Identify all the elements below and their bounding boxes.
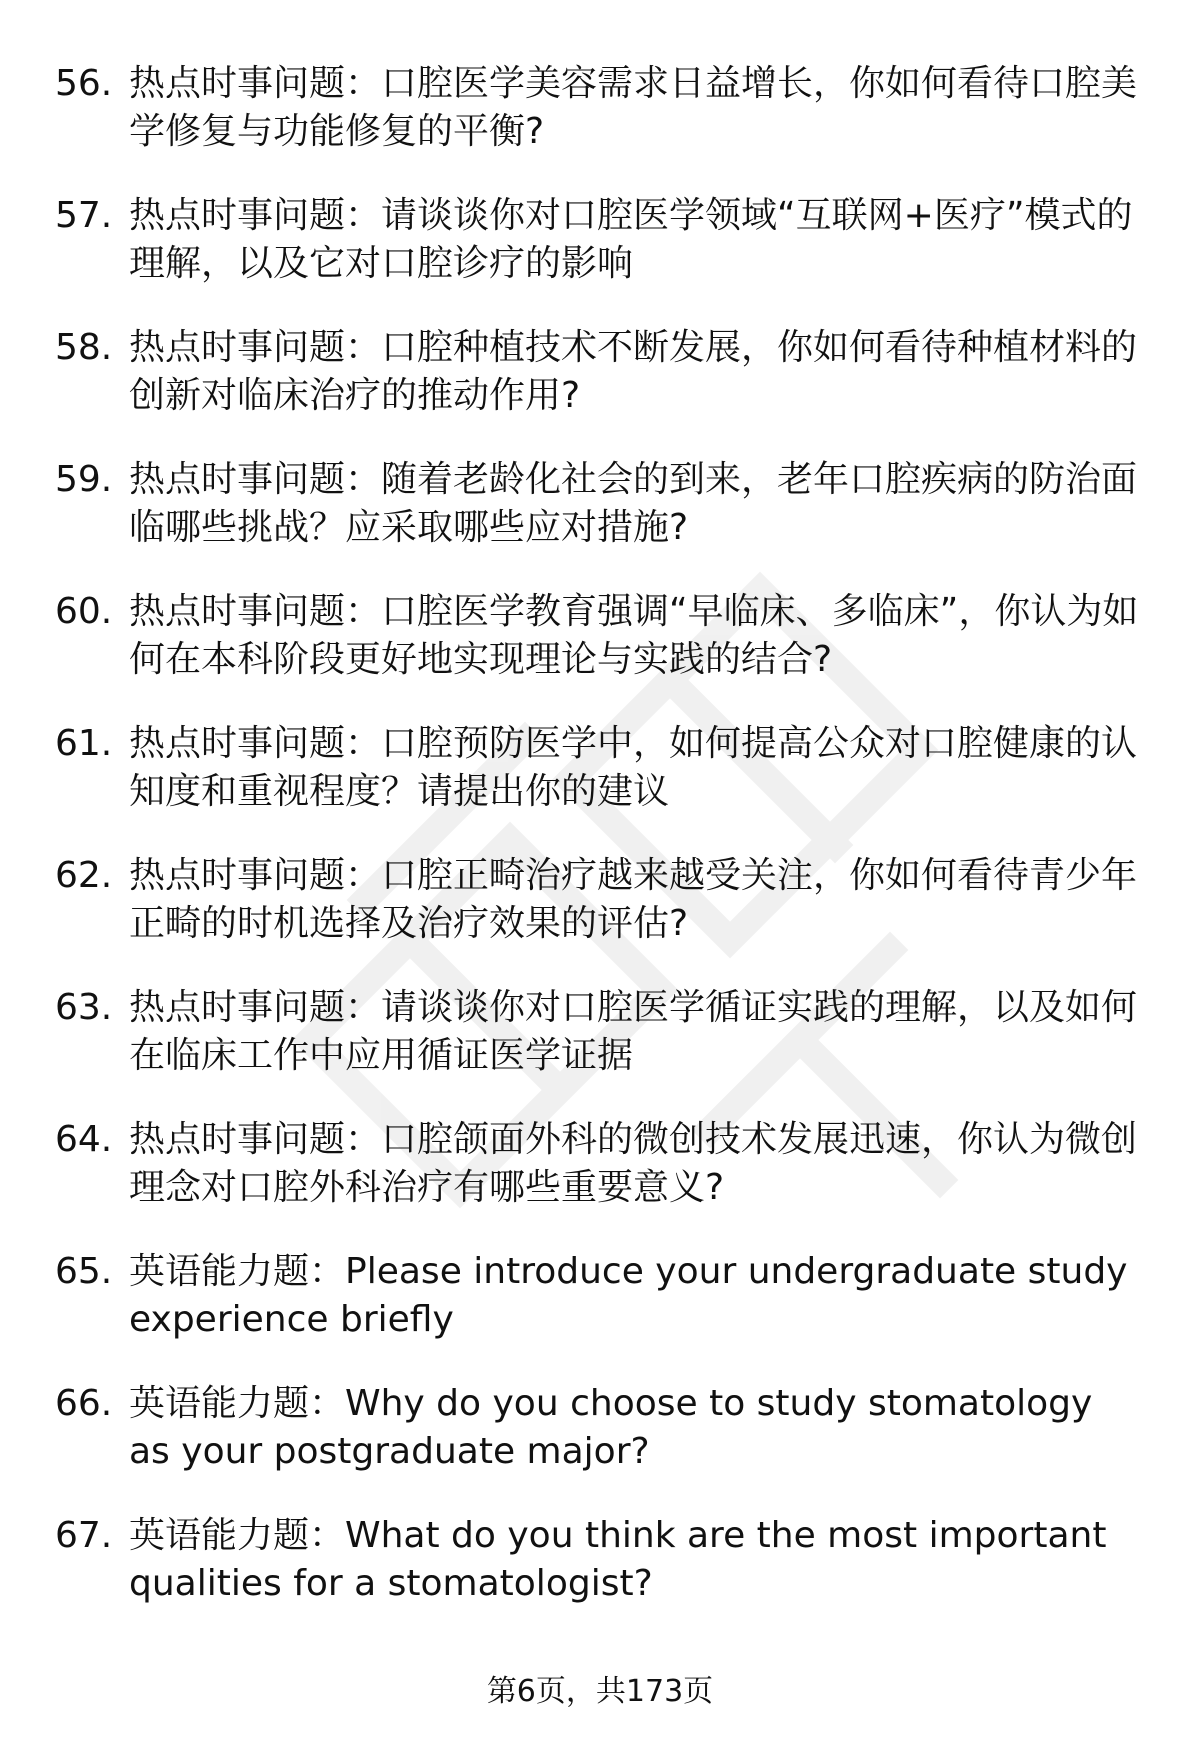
question-content <box>129 720 1139 816</box>
question-content <box>129 1116 1139 1212</box>
question-item-60 <box>55 588 1145 720</box>
question-category: 热点时事问题： <box>129 459 382 500</box>
question-number: 66. <box>55 1383 113 1424</box>
question-text: 口腔预防医学中，如何提高公众对口腔健康的认知度和重视程度？请提出你的建议 <box>129 723 1138 812</box>
question-text: What do you think are the most important qualities for a stomatologist? <box>129 1515 1107 1604</box>
question-item-66 <box>55 1380 1145 1512</box>
question-number: 59. <box>55 459 113 500</box>
question-text: Why do you choose to study stomatology as your postgraduate major? <box>129 1383 1093 1472</box>
question-number: 61. <box>55 723 113 764</box>
question-content <box>129 984 1139 1080</box>
question-category: 热点时事问题： <box>129 63 382 104</box>
question-content <box>129 324 1139 420</box>
page-footer <box>0 1672 1200 1712</box>
question-text: Please introduce your undergraduate study experience briefly <box>129 1251 1128 1340</box>
question-number: 64. <box>55 1119 113 1160</box>
question-item-58 <box>55 324 1145 456</box>
question-item-61 <box>55 720 1145 852</box>
question-category: 热点时事问题： <box>129 591 382 632</box>
question-item-64 <box>55 1116 1145 1248</box>
question-text: 请谈谈你对口腔医学循证实践的理解，以及如何在临床工作中应用循证医学证据 <box>129 987 1138 1076</box>
question-item-62 <box>55 852 1145 984</box>
question-item-65 <box>55 1248 1145 1380</box>
question-number: 60. <box>55 591 113 632</box>
question-category: 热点时事问题： <box>129 987 382 1028</box>
question-number: 65. <box>55 1251 113 1292</box>
question-category: 热点时事问题： <box>129 1119 382 1160</box>
question-content <box>129 60 1139 156</box>
question-content <box>129 1512 1139 1608</box>
question-item-59 <box>55 456 1145 588</box>
question-category: 热点时事问题： <box>129 723 382 764</box>
question-text: 口腔种植技术不断发展，你如何看待种植材料的创新对临床治疗的推动作用? <box>129 327 1138 416</box>
question-category: 热点时事问题： <box>129 855 382 896</box>
question-content <box>129 588 1139 684</box>
question-text: 口腔医学教育强调“早临床、多临床”，你认为如何在本科阶段更好地实现理论与实践的结合? <box>129 591 1139 680</box>
question-number: 62. <box>55 855 113 896</box>
question-content <box>129 192 1139 288</box>
question-number: 58. <box>55 327 113 368</box>
question-content <box>129 852 1139 948</box>
question-category: 热点时事问题： <box>129 327 382 368</box>
question-item-56 <box>55 60 1145 192</box>
question-item-67 <box>55 1512 1145 1644</box>
question-text: 随着老龄化社会的到来，老年口腔疾病的防治面临哪些挑战？应采取哪些应对措施? <box>129 459 1138 548</box>
question-content <box>129 456 1139 552</box>
question-item-57 <box>55 192 1145 324</box>
question-number: 56. <box>55 63 113 104</box>
question-list <box>55 60 1145 1644</box>
question-category: 热点时事问题： <box>129 195 382 236</box>
question-number: 63. <box>55 987 113 1028</box>
question-text: 请谈谈你对口腔医学领域“互联网+医疗”模式的理解，以及它对口腔诊疗的影响 <box>129 195 1133 284</box>
question-category: 英语能力题： <box>129 1515 346 1556</box>
page-number-label: 第6页，共173页 <box>486 1674 714 1709</box>
question-text: 口腔颌面外科的微创技术发展迅速，你认为微创理念对口腔外科治疗有哪些重要意义? <box>129 1119 1138 1208</box>
question-number: 67. <box>55 1515 113 1556</box>
question-content <box>129 1380 1139 1476</box>
question-text: 口腔正畸治疗越来越受关注，你如何看待青少年正畸的时机选择及治疗效果的评估? <box>129 855 1138 944</box>
question-content <box>129 1248 1139 1344</box>
question-item-63 <box>55 984 1145 1116</box>
question-category: 英语能力题： <box>129 1383 346 1424</box>
question-text: 口腔医学美容需求日益增长，你如何看待口腔美学修复与功能修复的平衡? <box>129 63 1138 152</box>
question-category: 英语能力题： <box>129 1251 346 1292</box>
question-number: 57. <box>55 195 113 236</box>
